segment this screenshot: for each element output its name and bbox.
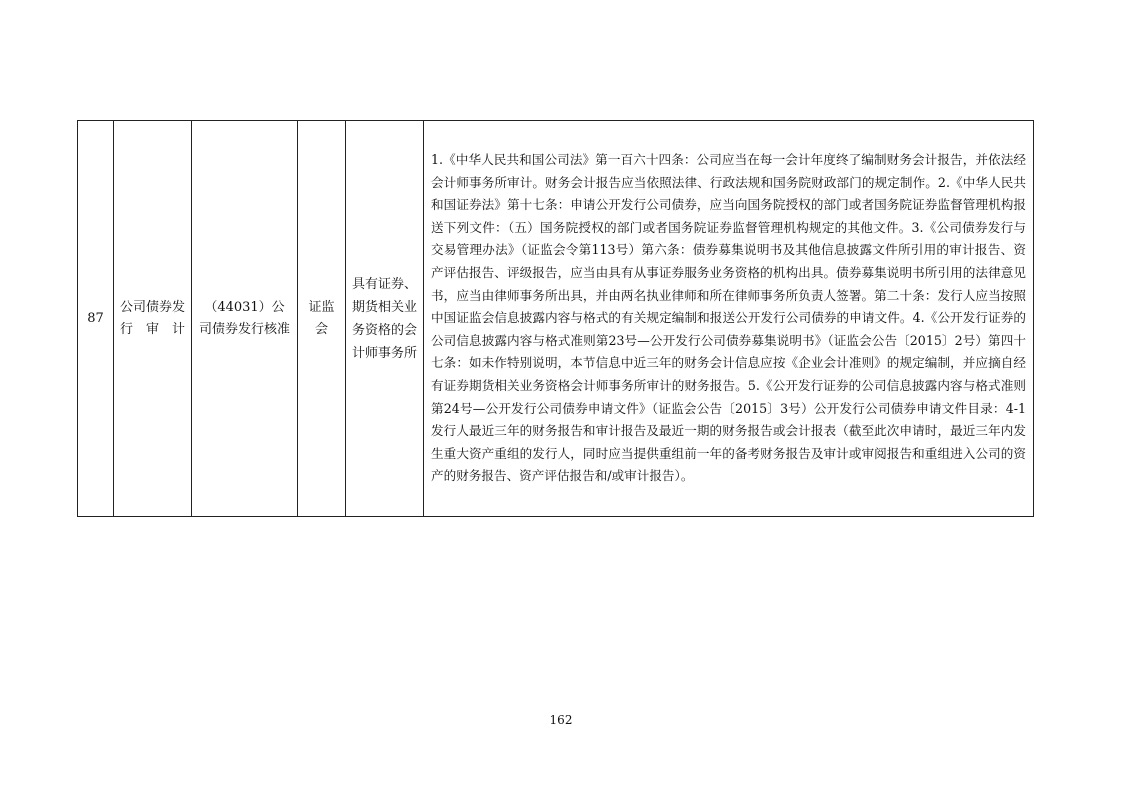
item-code-cell xyxy=(192,121,298,517)
row-number: 87 xyxy=(87,310,104,326)
conditions-cell xyxy=(346,121,424,517)
department: 证监会 xyxy=(308,299,335,337)
page-number: 162 xyxy=(549,713,573,727)
legal-basis-text: 1.《中华人民共和国公司法》第一百六十四条：公司应当在每一会计年度终了编制财务会计报告，并依法经会计师事务所审计。财务会计报告应当依照法律、行政法规和国务院财政部门的规定制作。2.《中华人民共和国证券法》第十七条：申请公开发行公司债券，应当向国务院授权的部门或者国务院证券监督管理机构报送下列文件：（五）国务院授权的部门或者国务院证券监督管理机构规定的其他文件。3.《公司债券发行与交易管理办法》（证监会令第113号）第六条：债券募集说明书及其他信息披露文件所引用的审计报告、资产评估报告、评级报告，应当由具有从事证券服务业务资格的机构出具。债券募集说明书所引用的法律意见书，应当由律师事务所出具，并由两名执业律师和所在律师事务所负责人签署。第二十条：发行人应当按照中国证监会信息披露内容与格式的有关规定编制和报送公开发行公司债券的申请文件。4.《公开发行证券的公司信息披露内容与格式准则第23号—公开发行公司债券募集说明书》（证监会公告〔2015〕2号）第四十七条：如未作特别说明，本节信息中近三年的财务会计信息应按《企业会计准则》的规定编制，并应摘自经有证券期货相关业务资格会计师事务所审计的财务报告。5.《公开发行证券的公司信息披露内容与格式准则第24号—公开发行公司债券申请文件》（证监会公告〔2015〕3号）公开发行公司债券申请文件目录：4-1发行人最近三年的财务报告和审计报告及最近一期的财务报告或会计报表（截至此次申请时，最近三年内发生重大资产重组的发行人，同时应当提供重组前一年的备考财务报告及审计或审阅报告和重组进入公司的资产的财务报告、资产评估报告和/或审计报告）。 xyxy=(431,152,1026,484)
basis-cell xyxy=(424,121,1034,517)
row-number-cell xyxy=(78,121,114,517)
table-row xyxy=(78,121,1034,517)
item-code: （44031）公司债券发行核准 xyxy=(198,299,290,337)
regulation-table xyxy=(77,120,1034,517)
department-cell xyxy=(298,121,346,517)
item-name-cell xyxy=(114,121,192,517)
item-name: 公司债券发行审计 xyxy=(120,299,186,337)
conditions: 具有证券、期货相关业务资格的会计师事务所 xyxy=(352,276,418,361)
